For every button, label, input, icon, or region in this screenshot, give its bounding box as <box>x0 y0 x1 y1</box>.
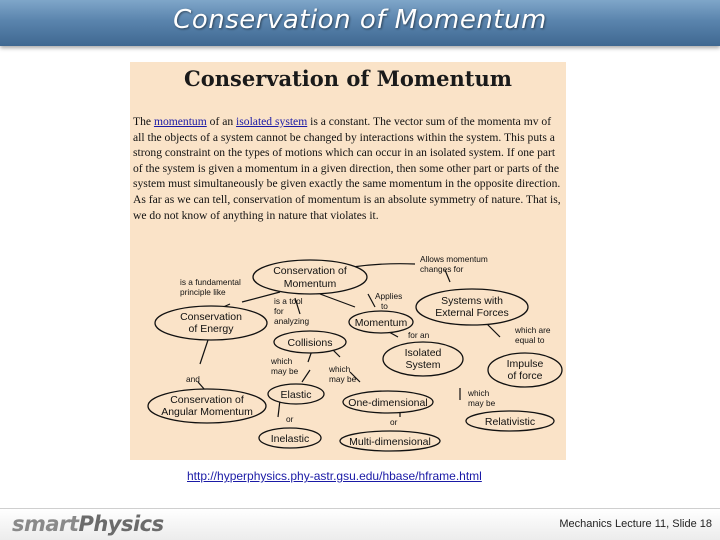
link-tool3: analyzing <box>274 316 310 326</box>
label-iso1: Isolated <box>404 347 442 359</box>
link-or2: or <box>390 417 398 427</box>
momentum-link[interactable]: momentum <box>153 115 207 128</box>
hyperphysics-image <box>130 62 566 460</box>
label-inel: Inelastic <box>270 433 310 445</box>
label-sef1: Systems with <box>441 295 503 307</box>
link-applies1: Applies <box>375 291 403 301</box>
link-allows2: changes for <box>420 264 464 274</box>
link-foran: for an <box>408 330 430 340</box>
isolated-system-link[interactable]: isolated system <box>236 115 308 128</box>
label-mom: Momentum <box>354 317 408 329</box>
link-applies2: to <box>381 301 388 311</box>
para-part-2: of an <box>206 115 237 128</box>
concept-map <box>130 252 566 460</box>
label-imp2: of force <box>507 370 543 382</box>
label-col: Collisions <box>287 337 333 349</box>
link-maybe3a: which <box>468 388 490 398</box>
para-part-3: is a constant. The vector sum of the momenta mv of all the objects of a system cannot be changed by interactions within the system. This puts a strong constraint on the types of motions which can occur in an isolated system. If one part of the system is given a momentum in a given direction, then some other part or parts of the system must simultaneously be given exactly the same momentum in the opposite direction. As far as we can tell, conservation of momentum is an absolute symmetry of nature. That is, we do not know of anything in nature that violates it. <box>133 115 561 222</box>
label-iso2: System <box>405 359 441 371</box>
link-maybe2b: may be <box>329 374 357 384</box>
label-ela: Elastic <box>280 389 312 401</box>
logo-part-physics: Physics <box>78 512 164 536</box>
link-allows1: Allows momentum <box>420 254 488 264</box>
image-paragraph <box>133 114 563 223</box>
label-rel: Relativistic <box>484 416 536 428</box>
label-coam1: Conservation of <box>170 394 244 406</box>
link-maybe1a: which <box>271 356 293 366</box>
link-maybe3b: may be <box>468 398 496 408</box>
hyperphysics-url-link[interactable]: http://hyperphysics.phy-astr.gsu.edu/hbase/hframe.html <box>187 469 482 483</box>
slide-title: Conservation of Momentum <box>173 5 547 35</box>
link-tool1: is a tool <box>274 296 303 306</box>
smartphysics-logo <box>12 512 164 536</box>
link-fund1: is a fundamental <box>180 277 241 287</box>
slide-number: Mechanics Lecture 11, Slide 18 <box>559 518 712 530</box>
label-com2: Momentum <box>283 278 337 290</box>
image-heading: Conservation of Momentum <box>184 66 512 91</box>
label-imp1: Impulse <box>506 358 544 370</box>
link-equal2: equal to <box>515 335 545 345</box>
label-coam2: Angular Momentum <box>161 406 253 418</box>
label-coe2: of Energy <box>188 323 234 335</box>
label-multi: Multi-dimensional <box>349 436 431 448</box>
para-part-1: The <box>133 115 154 128</box>
link-tool2: for <box>274 306 284 316</box>
link-and: and <box>186 374 200 384</box>
link-maybe1b: may be <box>271 366 299 376</box>
link-fund2: principle like <box>180 287 226 297</box>
logo-part-smart: smart <box>12 512 79 536</box>
link-equal1: which are <box>515 325 551 335</box>
title-bar <box>0 0 720 46</box>
label-com1: Conservation of <box>273 265 347 277</box>
label-oned: One-dimensional <box>348 397 428 409</box>
link-maybe2a: which <box>329 364 351 374</box>
label-sef2: External Forces <box>435 307 509 319</box>
label-coe1: Conservation <box>180 311 242 323</box>
link-or1: or <box>286 414 294 424</box>
